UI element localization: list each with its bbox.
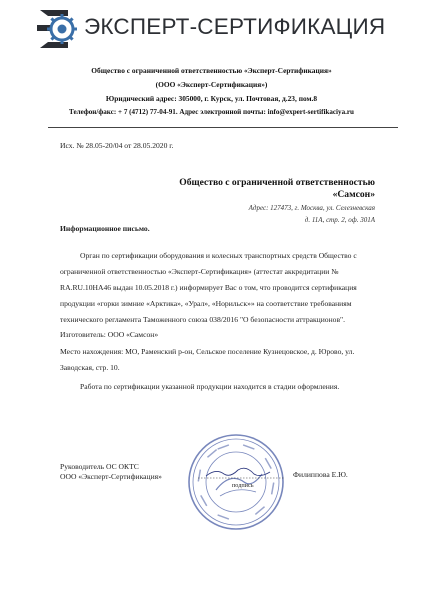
recipient-name-line1: Общество с ограниченной ответственностью (179, 177, 375, 188)
org-short-name: (ООО «Эксперт-Сертификация») (155, 80, 268, 89)
recipient-address-line2: д. 11А, стр. 2, оф. 301А (304, 216, 375, 224)
contacts: Телефон/факс: + 7 (4712) 77-04-91. Адрес электронной почты: info@expert-sertifikaciya.ru (69, 108, 354, 116)
signature-line (198, 466, 284, 480)
body-line: RA.RU.10НА46 выдан 10.05.2018 г.) информирует Вас о том, что проводится сертификация (60, 283, 357, 292)
outgoing-ref: Исх. № 28.05-20/04 от 28.05.2020 г. (60, 141, 174, 150)
document-title: Информационное письмо. (60, 224, 150, 233)
header-divider (48, 127, 398, 128)
company-logo-icon (34, 6, 80, 52)
signatory-title: Руководитель ОС ОКТС (60, 462, 139, 471)
location-line: Место нахождения: МО, Раменский р-он, Сельское поселение Кузнецовское, д. Юрово, ул. (60, 347, 355, 356)
body-line: продукции «горки зимние «Арктика», «Урал», «Норильск»» на соответствие требованиям (60, 299, 352, 308)
body-line: Орган по сертификации оборудования и колесных транспортных средств Общество с (80, 251, 357, 260)
body-line: ограниченной ответственностью «Эксперт-Сертификация» (аттестат аккредитации № (60, 267, 339, 276)
org-name: Общество с ограниченной ответственностью «Эксперт-Сертификация» (91, 66, 332, 75)
location-line: Заводская, стр. 10. (60, 363, 120, 372)
signature-caption: подпись (232, 482, 254, 489)
signatory-name: Филиппова Е.Ю. (293, 470, 348, 479)
recipient-name-line2: «Самсон» (332, 189, 375, 200)
body-line: технического регламента Таможенного союза 038/2016 "О безопасности аттракционов". (60, 315, 346, 324)
signatory-org: ООО «Эксперт-Сертификация» (60, 472, 162, 481)
legal-address: Юридический адрес: 305000, г. Курск, ул. Почтовая, д.23, пом.8 (105, 94, 318, 103)
status-line: Работа по сертификации указанной продукции находится в стадии оформления. (80, 382, 340, 391)
manufacturer: Изготовитель: ООО «Самсон» (60, 330, 159, 339)
brand-name: ЭКСПЕРТ-СЕРТИФИКАЦИЯ (84, 14, 386, 39)
recipient-address-line1: Адрес: 127473, г. Москва, ул. Селезневская (248, 204, 375, 212)
